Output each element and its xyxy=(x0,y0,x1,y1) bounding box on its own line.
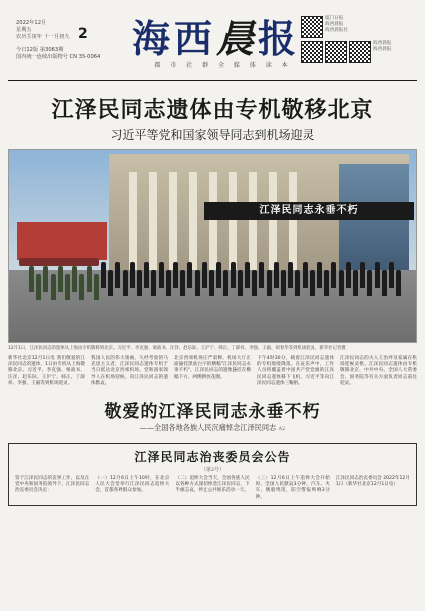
photo-person xyxy=(65,274,70,300)
photo-person xyxy=(123,270,128,296)
sub-headline: 习近平等党和国家领导同志到机场迎灵 xyxy=(110,128,315,142)
photo-person xyxy=(209,270,214,296)
today-pages: 今日12版 xyxy=(16,47,39,53)
second-headline: 敬爱的江泽民同志永垂不朽 xyxy=(104,402,321,423)
notice-column: （三）12月6日上午追悼大会开始时，全国人民默哀3分钟，汽车、火车、舰船鸣笛，防空警报鸣响3分钟。 xyxy=(255,476,330,500)
notice-column: （二）追悼大会当天，全国各族人民以各种方式深切悼念江泽民同志，下半旗志哀，停止公共娱乐活动一天。 xyxy=(175,476,250,494)
photo-person xyxy=(303,262,308,288)
photo-person xyxy=(94,274,99,300)
funeral-committee-notice xyxy=(8,443,417,506)
lead-photo xyxy=(8,149,417,343)
article-column: 北京西郊机场庄严肃穆，机场大厅正面悬挂黑底白字的横幅"江泽民同志永垂不朽"，江泽民同志的遗像悬挂在横幅下方，两侧摆放花圈。 xyxy=(174,356,251,380)
photo-person xyxy=(396,270,401,296)
photo-person xyxy=(144,262,149,288)
page-reference[interactable]: A2 xyxy=(278,426,286,433)
photo-person xyxy=(331,262,336,288)
article-column: 下午4时30分，载着江泽民同志遗体的专机缓缓降落。在哀乐声中，工作人员将覆盖着中国共产党党旗的江泽民同志遗体移下飞机，习近平等向江泽民同志遗体三鞠躬。 xyxy=(257,356,334,386)
photo-person xyxy=(51,274,56,300)
photo-person xyxy=(173,262,178,288)
photo-person xyxy=(375,262,380,288)
right-line-3: 海西晨报 xyxy=(373,41,392,46)
photo-person xyxy=(79,274,84,300)
title-part-c: 报 xyxy=(258,16,301,61)
photo-crowd xyxy=(29,262,409,302)
qr-code-icon xyxy=(301,16,323,38)
main-headline: 江泽民同志遗体由专机敬移北京 xyxy=(51,97,374,123)
right-line-1: 海西晨报 xyxy=(325,22,344,27)
lunar-date: 农历壬寅年 十一月初九 xyxy=(16,34,70,40)
photo-person xyxy=(259,262,264,288)
photo-person xyxy=(245,262,250,288)
photo-person xyxy=(223,270,228,296)
photo-person xyxy=(389,262,394,288)
photo-person xyxy=(130,262,135,288)
photo-person xyxy=(310,270,315,296)
photo-red-building xyxy=(17,222,107,260)
article-body xyxy=(8,356,417,387)
cn-number: 国内统一连续出版物号 CN 35-0064 xyxy=(16,54,101,60)
photo-person xyxy=(252,270,257,296)
masthead-date-block xyxy=(16,20,104,61)
photo-person xyxy=(281,270,286,296)
photo-person xyxy=(29,266,34,292)
photo-caption: 12月1日，江泽民同志的遗体从上海由专机敬移到北京。习近平、李克强、栗战书、汪洋、赵乐际、王沪宁、韩正、丁薛祥、李强、王毅、胡春华等到机场迎灵，新华社记者摄 xyxy=(8,346,346,351)
right-line-2: 海西晨报社 xyxy=(325,28,348,33)
right-line-4: 海西晨报 xyxy=(373,47,392,52)
weekday: 星期五 xyxy=(16,27,32,33)
photo-person xyxy=(187,262,192,288)
photo-person xyxy=(36,274,41,300)
photo-person xyxy=(382,270,387,296)
masthead xyxy=(8,0,417,80)
notice-number: （第2号） xyxy=(200,467,225,474)
photo-person xyxy=(101,262,106,288)
photo-person xyxy=(216,262,221,288)
title-part-a: 海西 xyxy=(131,16,216,61)
photo-person xyxy=(151,270,156,296)
article-column: 江泽民同志的夫人王冶坪及家属在机场迎候灵柩。江泽民同志遗体由专机敬移北京，中共中央、全国人大常委会、国务院等有关方面负责同志前往迎灵。 xyxy=(340,356,417,386)
photo-person xyxy=(238,270,243,296)
notice-body xyxy=(15,476,410,501)
slogan: 都 市 社 群 全 媒 体 读 本 xyxy=(154,62,292,69)
photo-person xyxy=(353,270,358,296)
photo-person xyxy=(317,262,322,288)
masthead-divider xyxy=(8,80,417,81)
photo-person xyxy=(108,270,113,296)
article-column: 新华社北京12月1日电 我们敬爱的江泽民同志的遗体，1日由专机从上海敬移北京。习近平、李克强、栗战书、汪洋、赵乐际、王沪宁、韩正、丁薛祥、李强、王毅等到机场迎灵。 xyxy=(8,356,85,386)
notice-title: 江泽民同志治丧委员会公告 xyxy=(134,450,291,465)
photo-person xyxy=(267,270,272,296)
notice-column: （一）12月6日上午10时，在北京人民大会堂举行江泽民同志追悼大会，首都各界群众参加。 xyxy=(95,476,170,494)
photo-person xyxy=(72,266,77,292)
photo-person xyxy=(274,262,279,288)
photo-person xyxy=(58,266,63,292)
photo-person xyxy=(295,270,300,296)
newspaper-title xyxy=(116,8,316,63)
photo-person xyxy=(367,270,372,296)
page-number: 2 xyxy=(78,26,88,42)
qr-code-icon xyxy=(349,41,371,63)
photo-person xyxy=(159,262,164,288)
photo-person xyxy=(231,262,236,288)
photo-person xyxy=(166,270,171,296)
photo-person xyxy=(180,270,185,296)
qr-code-icon xyxy=(301,41,323,63)
photo-person xyxy=(324,270,329,296)
photo-person xyxy=(115,262,120,288)
photo-person xyxy=(195,270,200,296)
masthead-right-block xyxy=(301,16,409,63)
notice-column: 鉴于江泽民同志的丧事工作，以及在党中央和国务院领导下，江泽民同志治丧委员会决定： xyxy=(15,476,90,494)
photo-person xyxy=(137,270,142,296)
photo-person xyxy=(346,262,351,288)
date-line: 2022年12月 xyxy=(16,20,47,26)
issue-number: 第3063期 xyxy=(39,47,64,53)
notice-signature: 江泽民同志治丧委员会 2022年12月1日（新华社北京12月1日电） xyxy=(335,476,410,488)
photo-person xyxy=(87,266,92,292)
photo-person xyxy=(43,266,48,292)
photo-banner: 江泽民同志永垂不朽 xyxy=(204,202,414,220)
photo-person xyxy=(339,270,344,296)
title-part-b: 晨 xyxy=(215,16,258,61)
article-column: 我国人民的伟大领袖，久经考验的马克思主义者，江泽民同志遗体专机于当日抵达北京西郊机场。党和国家领导人在机场迎候，向江泽民同志的遗体默哀。 xyxy=(91,356,168,386)
photo-person xyxy=(288,262,293,288)
photo-person xyxy=(360,262,365,288)
photo-person xyxy=(202,262,207,288)
right-line-0: 厦门日报 xyxy=(325,16,344,21)
second-subheadline xyxy=(8,423,417,433)
qr-code-icon xyxy=(325,41,347,63)
second-sub-text: ——全国各地各族人民沉痛悼念江泽民同志 xyxy=(139,423,277,433)
